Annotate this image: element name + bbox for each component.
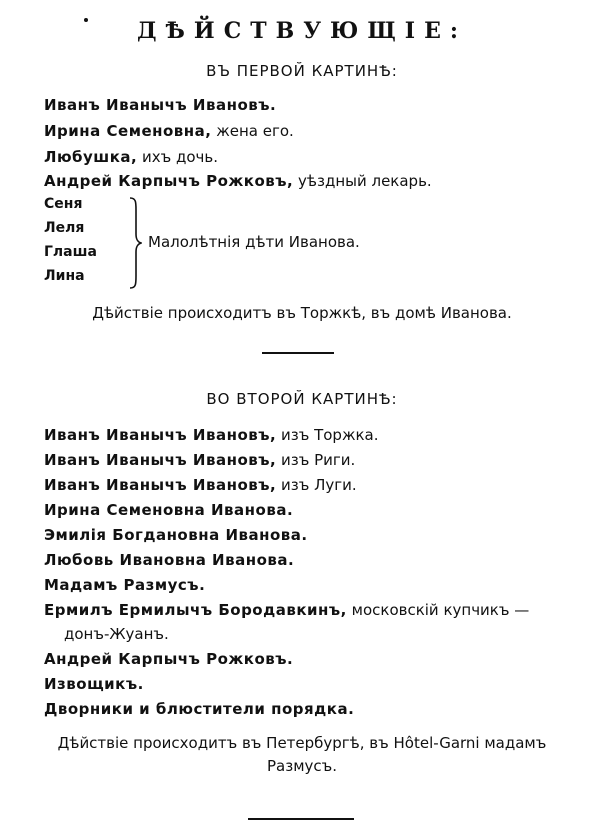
character-role: ихъ дочь. [137,148,219,166]
character-line [44,172,432,190]
character-name: Андрей Карпычъ Рожковъ. [44,650,294,668]
character-line [44,551,294,569]
character-role: жена его. [211,122,294,140]
character-name: Мадамъ Размусъ. [44,576,206,594]
character-line [44,148,218,166]
section-divider [262,352,334,354]
character-name: Любовь Ивановна Иванова. [44,551,295,569]
character-role: уѣздный лекарь. [293,172,432,190]
page-title: ДѢЙСТВУЮЩІЕ: [137,18,467,44]
character-name: Иванъ Иванычъ Ивановъ, [44,426,277,444]
first-scene-heading: ВЪ ПЕРВОЙ КАРТИНѢ: [206,62,398,80]
children-group [44,196,404,292]
second-scene-setting: Дѣйствіе происходитъ въ Петербургѣ, въ Hôtel-Garni мадамъ [57,734,547,752]
character-name: Иванъ Иванычъ Ивановъ, [44,451,277,469]
character-line [44,96,276,114]
character-name: Андрей Карпычъ Рожковъ, [44,172,294,190]
character-name: Извощикъ. [44,675,144,693]
character-line [44,700,354,718]
character-role: изъ Риги. [276,451,356,469]
character-line [44,426,378,444]
character-line [44,650,293,668]
character-role: донъ-Жуанъ. [64,625,169,643]
character-name: Дворники и блюстители порядка. [44,700,355,718]
character-line-continued [64,625,169,643]
character-role: изъ Луги. [276,476,357,494]
curly-brace-icon [128,196,142,290]
child-name: Леля [44,220,85,236]
character-name: Ирина Семеновна Иванова. [44,501,294,519]
character-role: московскій купчикъ — [346,601,530,619]
character-line [44,122,294,140]
child-name: Сеня [44,196,83,212]
character-name: Ирина Семеновна, [44,122,212,140]
character-name: Любушка, [44,148,138,166]
second-scene-setting-continued: Размусъ. [266,757,338,775]
character-name: Эмилія Богдановна Иванова. [44,526,308,544]
character-line [44,501,293,519]
character-role: изъ Торжка. [276,426,379,444]
character-line [44,476,357,494]
children-caption: Малолѣтнія дѣти Иванова. [148,233,360,251]
character-line [44,675,144,693]
character-line [44,576,205,594]
child-name: Лина [44,268,85,284]
character-name: Ермилъ Ермилычъ Бородавкинъ, [44,601,347,619]
bottom-divider [248,818,354,820]
child-name: Глаша [44,244,97,260]
character-line [44,526,308,544]
first-scene-setting: Дѣйствіе происходитъ въ Торжкѣ, въ домѣ Иванова. [92,304,512,322]
character-name: Иванъ Иванычъ Ивановъ. [44,96,277,114]
character-name: Иванъ Иванычъ Ивановъ, [44,476,277,494]
second-scene-heading: ВО ВТОРОЙ КАРТИНѢ: [206,390,398,408]
character-line [44,451,355,469]
character-line [44,601,529,619]
